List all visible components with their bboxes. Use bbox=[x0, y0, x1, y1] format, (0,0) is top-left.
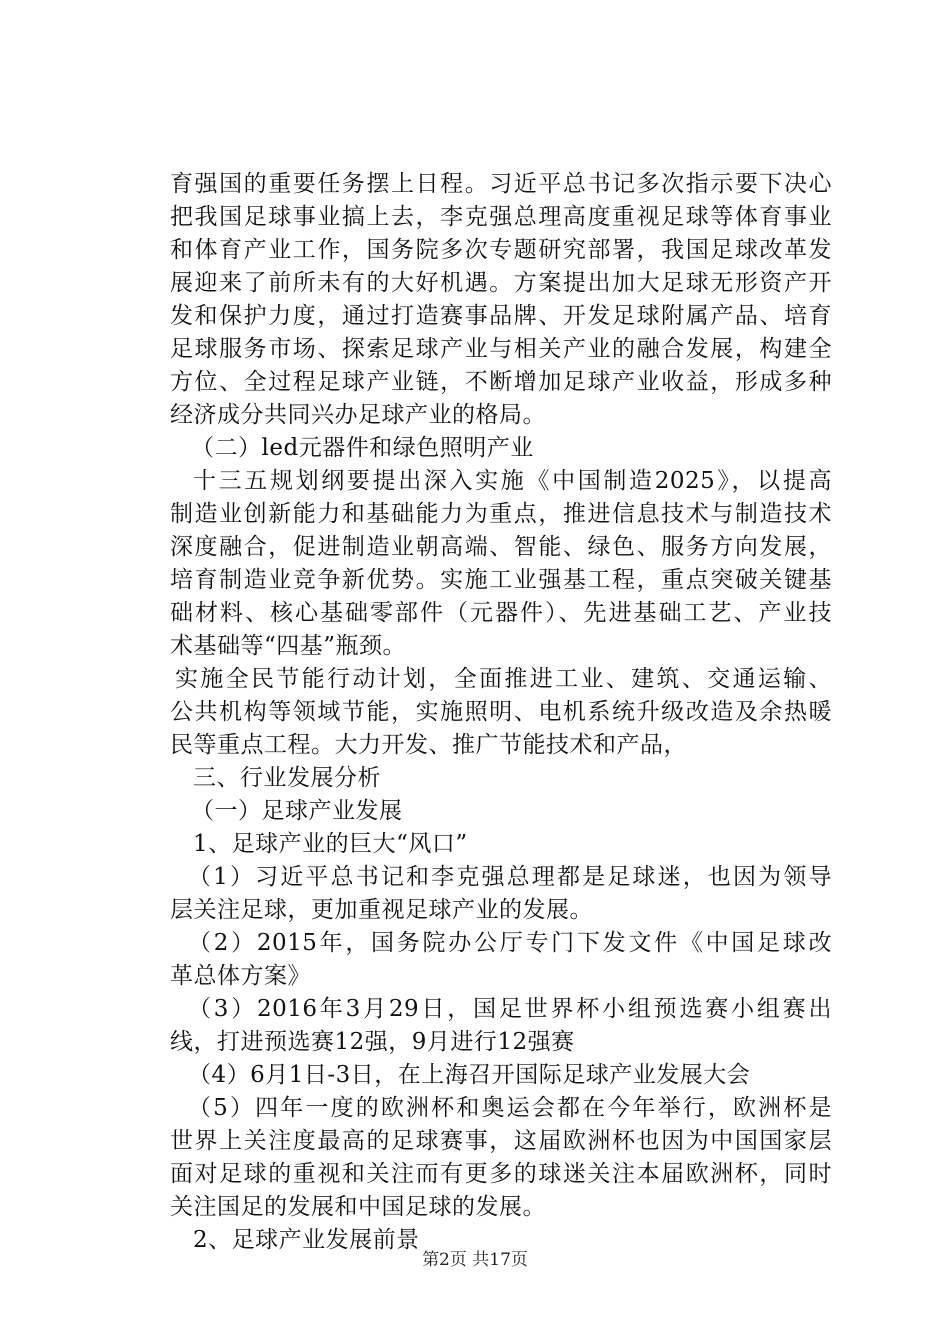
section-heading: 1、足球产业的巨大“风口” bbox=[193, 831, 468, 857]
text-line: 深度融合，促进制造业朝高端、智能、绿色、服务方向发展， bbox=[170, 534, 832, 560]
text-line: 把我国足球事业搞上去，李克强总理高度重视足球等体育事业 bbox=[170, 204, 832, 230]
text-line: 培育制造业竞争新优势。实施工业强基工程，重点突破关键基 bbox=[170, 567, 832, 593]
text-line: 和体育产业工作，国务院多次专题研究部署，我国足球改革发 bbox=[170, 237, 832, 263]
section-heading: 三、行业发展分析 bbox=[193, 765, 381, 791]
text-line: 育强国的重要任务摆上日程。习近平总书记多次指示要下决心 bbox=[170, 171, 832, 197]
document-body bbox=[170, 168, 832, 1257]
text-line: 方位、全过程足球产业链，不断增加足球产业收益，形成多种 bbox=[170, 369, 832, 395]
text-line: 关注国足的发展和中国足球的发展。 bbox=[170, 1194, 546, 1220]
page-number-footer: 第2页 共17页 bbox=[422, 1250, 528, 1270]
text-line: 经济成分共同兴办足球产业的格局。 bbox=[170, 402, 546, 428]
text-line: 足球服务市场、探索足球产业与相关产业的融合发展，构建全 bbox=[170, 336, 832, 362]
text-line: 公共机构等领域节能，实施照明、电机系统升级改造及余热暖 bbox=[170, 699, 832, 725]
text-line: （5）四年一度的欧洲杯和奥运会都在今年举行，欧洲杯是 bbox=[188, 1095, 832, 1121]
text-line: 展迎来了前所未有的大好机遇。方案提出加大足球无形资产开 bbox=[170, 270, 832, 296]
text-line: 革总体方案》 bbox=[170, 963, 311, 989]
section-heading: 2、足球产业发展前景 bbox=[193, 1227, 420, 1253]
text-line: 世界上关注度最高的足球赛事，这届欧洲杯也因为中国国家层 bbox=[170, 1128, 832, 1154]
text-line: （4）6月1日-3日，在上海召开国际足球产业发展大会 bbox=[188, 1062, 751, 1088]
text-line: 十三五规划纲要提出深入实施《中国制造2025》，以提高 bbox=[193, 468, 832, 494]
text-line: 线，打进预选赛12强，9月进行12强赛 bbox=[170, 1029, 575, 1055]
text-line: 实施全民节能行动计划，全面推进工业、建筑、交通运输、 bbox=[175, 666, 832, 692]
text-line: 制造业创新能力和基础能力为重点，推进信息技术与制造技术 bbox=[170, 501, 832, 527]
section-heading: （一）足球产业发展 bbox=[191, 798, 403, 824]
text-line: （3）2016年3月29日，国足世界杯小组预选赛小组赛出 bbox=[188, 996, 832, 1022]
text-line: 层关注足球，更加重视足球产业的发展。 bbox=[170, 897, 593, 923]
text-line: 发和保护力度，通过打造赛事品牌、开发足球附属产品、培育 bbox=[170, 303, 832, 329]
section-heading: （二）led元器件和绿色照明产业 bbox=[191, 435, 534, 461]
text-line: 础材料、核心基础零部件（元器件）、先进基础工艺、产业技 bbox=[170, 600, 832, 626]
text-line: 民等重点工程。大力开发、推广节能技术和产品， bbox=[170, 732, 687, 758]
text-line: （2）2015年，国务院办公厅专门下发文件《中国足球改 bbox=[188, 930, 832, 956]
text-line: （1）习近平总书记和李克强总理都是足球迷，也因为领导 bbox=[188, 864, 832, 890]
text-line: 术基础等“四基”瓶颈。 bbox=[170, 633, 407, 659]
text-line: 面对足球的重视和关注而有更多的球迷关注本届欧洲杯，同时 bbox=[170, 1161, 832, 1187]
